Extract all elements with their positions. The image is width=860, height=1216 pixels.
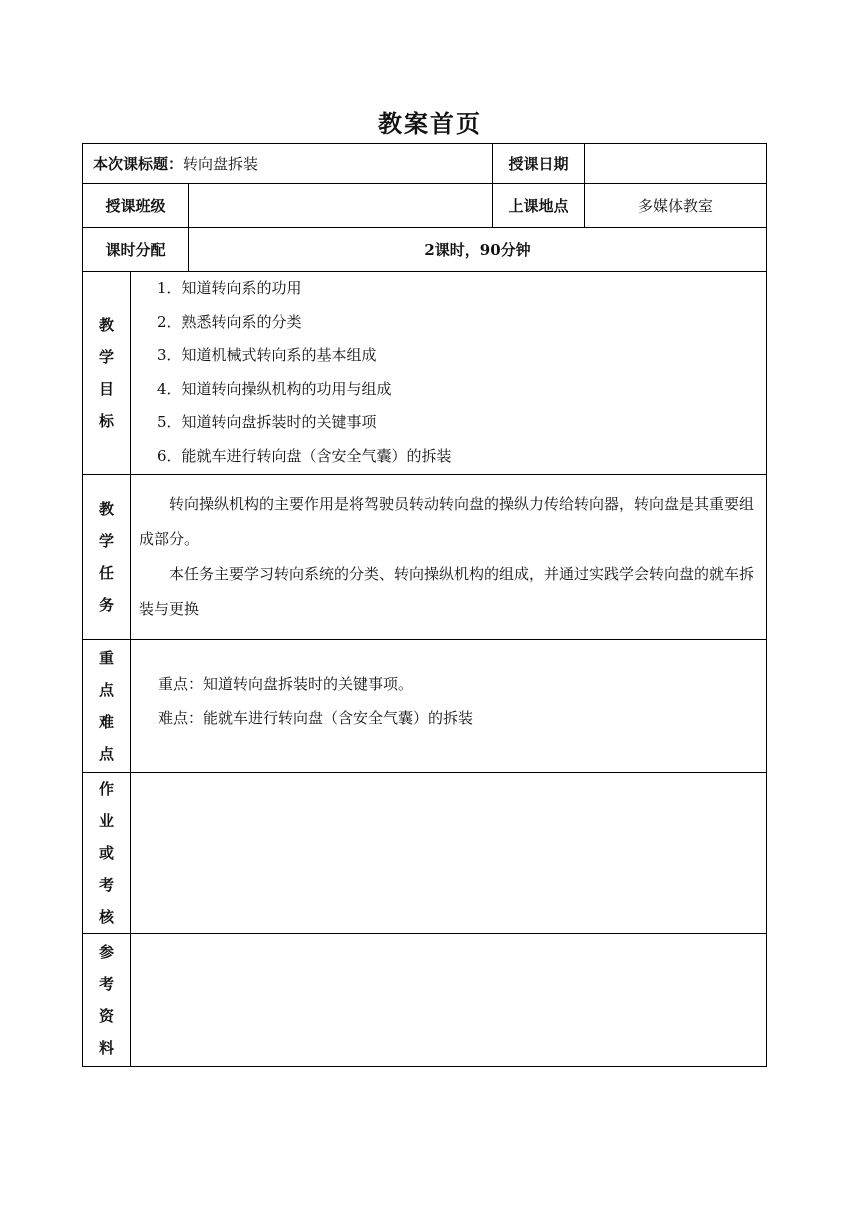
objectives-content xyxy=(131,272,767,475)
references-label: 参 考 资 料 xyxy=(83,933,131,1066)
hours-label: 课时分配 xyxy=(83,228,189,272)
topic-value: 转向盘拆装 xyxy=(183,155,259,173)
task-paragraph: 转向操纵机构的主要作用是将驾驶员转动转向盘的操纵力传给转向器，转向盘是其重要组成部分。 xyxy=(139,494,755,548)
tasks-content xyxy=(131,474,767,639)
topic-row xyxy=(83,144,767,184)
key-points-label: 重 点 难 点 xyxy=(83,639,131,772)
topic-cell xyxy=(83,144,493,184)
homework-row xyxy=(83,772,767,933)
page-title: 教案首页 xyxy=(378,109,482,138)
class-row xyxy=(83,184,767,228)
objectives-label: 教 学 目 标 xyxy=(83,272,131,475)
objective-item: 1．知道转向系的功用 xyxy=(157,279,302,297)
date-value xyxy=(585,144,767,184)
tasks-row xyxy=(83,474,767,639)
class-value xyxy=(189,184,493,228)
key-points-content xyxy=(131,639,767,772)
objective-item: 2．熟悉转向系的分类 xyxy=(157,312,302,331)
topic-label: 本次课标题： xyxy=(93,155,184,173)
objective-item: 3．知道机械式转向系的基本组成 xyxy=(157,346,377,365)
class-label: 授课班级 xyxy=(83,184,189,228)
objective-item: 5．知道转向盘拆装时的关键事项 xyxy=(157,413,377,432)
task-paragraph: 本任务主要学习转向系统的分类、转向操纵机构的组成，并通过实践学会转向盘的就车拆装与更换 xyxy=(139,564,755,618)
references-row xyxy=(83,933,767,1066)
references-content xyxy=(131,933,767,1066)
hours-row xyxy=(83,228,767,272)
objectives-row xyxy=(83,272,767,475)
objective-item: 6．能就车进行转向盘（含安全气囊）的拆装 xyxy=(157,446,452,465)
tasks-label: 教 学 任 务 xyxy=(83,474,131,639)
location-label: 上课地点 xyxy=(493,184,585,228)
objective-item: 4．知道转向操纵机构的功用与组成 xyxy=(157,379,392,398)
key-points-row xyxy=(83,639,767,772)
homework-content xyxy=(131,772,767,933)
homework-label: 作 业 或 考 核 xyxy=(83,772,131,933)
location-value: 多媒体教室 xyxy=(585,184,767,228)
difficult-point: 难点：能就车进行转向盘（含安全气囊）的拆装 xyxy=(158,708,474,727)
hours-value: 2课时，90分钟 xyxy=(189,228,767,272)
date-label: 授课日期 xyxy=(493,144,585,184)
lesson-plan-table xyxy=(82,143,767,1067)
key-point: 重点：知道转向盘拆装时的关键事项。 xyxy=(158,674,414,693)
